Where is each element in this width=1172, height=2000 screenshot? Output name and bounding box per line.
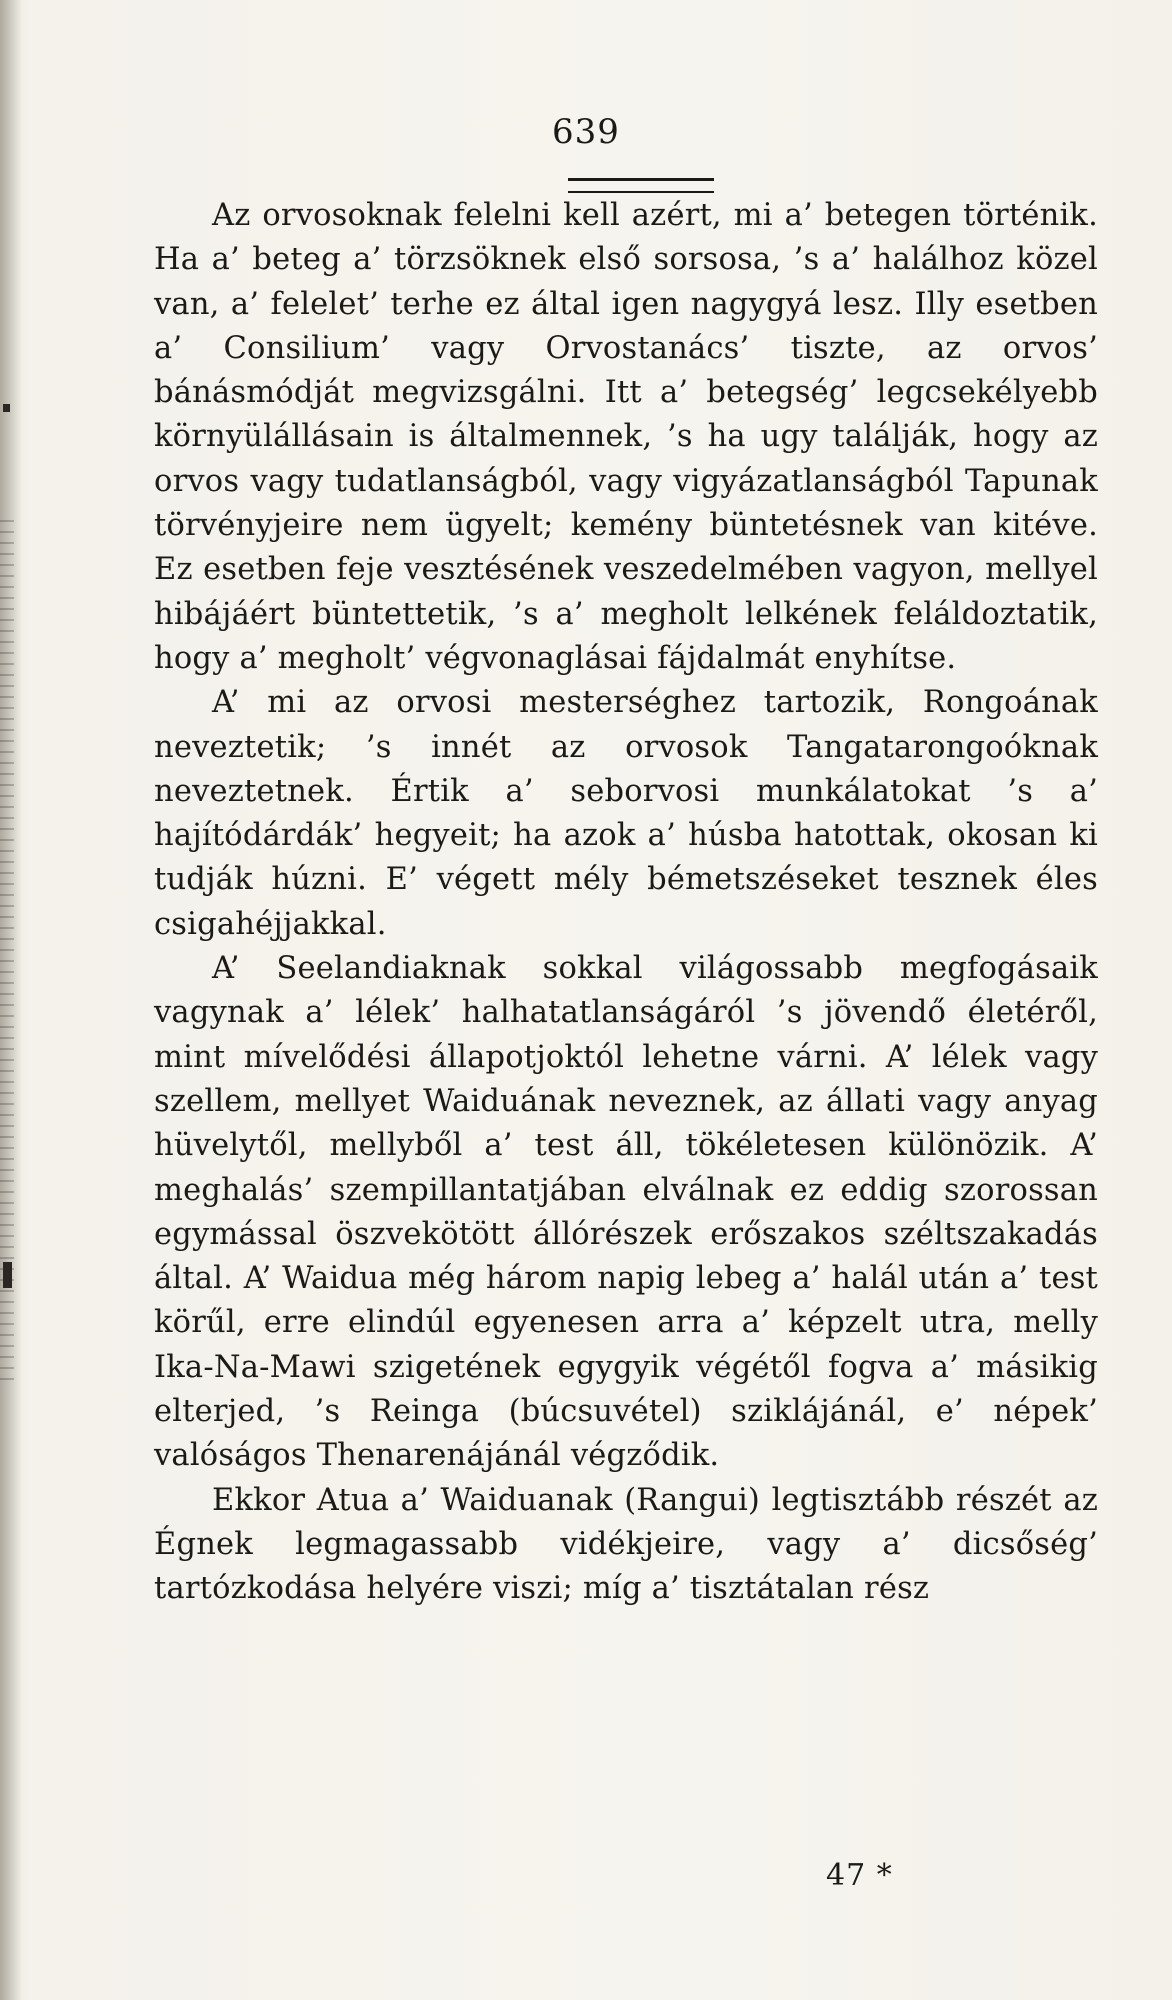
spine-mark bbox=[3, 1262, 12, 1288]
paragraph: Az orvosoknak felelni kell azért, mi a’ betegen történik. Ha a’ beteg a’ törzsöknek első sorsosa, ’s a’ halálhoz közel van, a’ felelet’ terhe ez által igen nagygyá lesz. Illy esetben a’ Consilium’ vagy Orvostanács’ tiszte, az orvos’ bánásmódját megvizsgálni. Itt a’ betegség’ legcsekélyebb környülállásain is általmennek, ’s ha ugy találják, hogy az orvos vagy tudatlanságból, vagy vigyázatlanságból Tapunak törvényjeire nem ügyelt; kemény büntetésnek van kitéve. Ez esetben feje vesztésének veszedelmében vagyon, mellyel hibájáért büntettetik, ’s a’ megholt lelkének feláldoztatik, hogy a’ megholt’ végvonaglásai fájdalmát enyhítse. bbox=[154, 198, 1098, 676]
paragraph: A’ mi az orvosi mesterséghez tartozik, Rongoának neveztetik; ’s innét az orvosok Tangatarongoóknak neveztetnek. Értik a’ seborvosi munkálatokat ’s a’ hajítódárdák’ hegyeit; ha azok a’ húsba hatottak, okosan ki tudják húzni. E’ végett mély bémetszéseket tesznek éles csigahéjjakkal. bbox=[154, 685, 1098, 942]
spine-binding-marks bbox=[0, 520, 14, 1380]
header-rule bbox=[568, 178, 714, 193]
paragraph: A’ Seelandiaknak sokkal világossabb megfogásaik vagynak a’ lélek’ halhatatlanságáról ’s jövendő életéről, mint mívelődési állapotjoktól lehetne várni. A’ lélek vagy szellem, mellyet Waiduának neveznek, az állati vagy anyag hüvelytől, mellyből a’ test áll, tökéletesen különözik. A’ meghalás’ szempillantatjában elválnak ez eddig szorossan egymással öszvekötött állórészek erőszakos széltszakadás által. A’ Waidua még három napig lebeg a’ halál után a’ test körűl, erre elindúl egyenesen arra a’ képzelt utra, melly Ika-Na-Mawi szigetének egygyik végétől fogva a’ másikig elterjed, ’s Reinga (búcsuvétel) sziklájánál, e’ népek’ valóságos Thenarenájánál végződik. bbox=[154, 951, 1098, 1474]
spine-mark bbox=[3, 404, 10, 412]
body-text bbox=[154, 194, 1098, 1612]
paragraph: Ekkor Atua a’ Waiduanak (Rangui) legtisztább részét az Égnek legmagassabb vidékjeire, vagy a’ dicsőség’ tartózkodása helyére viszi; míg a’ tisztátalan rész bbox=[154, 1482, 1098, 1607]
signature-mark: 47 * bbox=[826, 1858, 893, 1893]
page-number: 639 bbox=[552, 112, 620, 152]
